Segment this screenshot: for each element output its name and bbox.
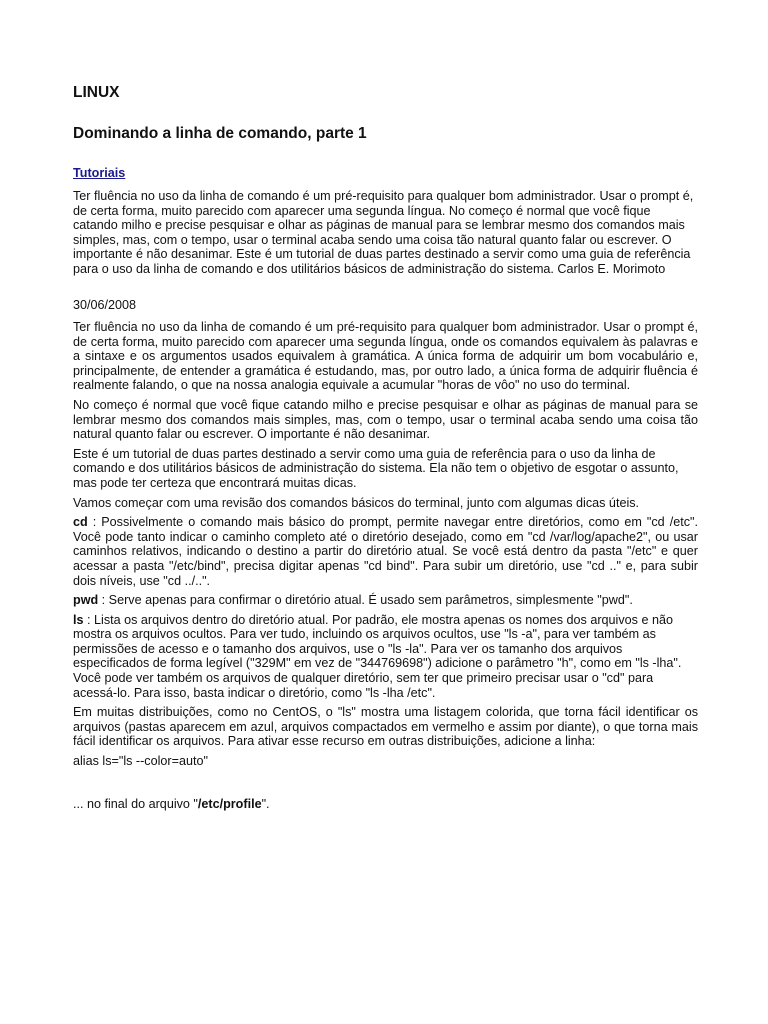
- article-body: [73, 320, 698, 816]
- file-path: /etc/profile: [197, 796, 262, 811]
- final-prefix: ... no final do arquivo ": [73, 796, 198, 811]
- article-date: 30/06/2008: [73, 298, 137, 312]
- paragraph-basics: Vamos começar com uma revisão dos comandos básicos do terminal, junto com algumas dicas úteis.: [73, 495, 640, 510]
- paragraph-final: [73, 797, 698, 812]
- command-example: alias ls="ls --color=auto": [73, 754, 208, 769]
- paragraph-cd: [73, 515, 698, 588]
- paragraph-beginning: No começo é normal que você fique catando milho e precise pesquisar e olhar as páginas de manual para se lembrar mesmo dos comandos mais simples, mas, com o tempo, usar o terminal acaba sendo uma coisa tão natural quanto falar ou escrever. O importante é não desanimar.: [73, 397, 698, 442]
- section-heading: LINUX: [73, 84, 120, 101]
- command-desc-ls: : Lista os arquivos dentro do diretório atual. Por padrão, ele mostra apenas os nomes dos arquivos e não mostra os arquivos ocultos. Para ver tudo, incluindo os arquivos ocultos, use "ls -a", para ver também as permissões de acesso e o tamanho dos arquivos, use o "ls -la". Para ver os tamanho dos arquivos especificados de forma legível ("329M" em vez de "344769698") adicione o parâmetro "h", como em "ls -lha". Você pode ver também os arquivos de qualquer diretório, sem ter que primeiro precisar usar o "cd" para acessá-lo. Para isso, basta indicar o diretório, como "ls -lha /etc".: [73, 612, 682, 700]
- paragraph-pwd: [73, 593, 698, 608]
- command-term-pwd: pwd: [73, 593, 99, 608]
- article-summary: Ter fluência no uso da linha de comando é um pré-requisito para qualquer bom administrador. Usar o prompt é, de certa forma, muito parecido com aparecer uma segunda língua. No começo é normal que você fique catando milho e precise pesquisar e olhar as páginas de manual para se lembrar mesmo dos comandos mais simples, mas, com o tempo, usar o terminal acaba sendo uma coisa tão natural quanto falar ou escrever. O importante é não desanimar. Este é um tutorial de duas partes destinado a servir como uma guia de referência para o uso da linha de comando e dos utilitários básicos de administração do sistema. Carlos E. Morimoto: [73, 189, 694, 276]
- command-desc-cd: : Possivelmente o comando mais básico do prompt, permite navegar entre diretórios, como em "cd /etc". Você pode tanto indicar o caminho completo até o diretório desejado, como em "cd /var/log/apache2", ou usar caminhos relativos, indicando o destino a partir do diretório atual. Se você está dentro da pasta "/etc" e quer acessar a pasta "/etc/bind", precisa digitar apenas "cd bind". Para subir um diretório, use "cd .." e, para subir dois níveis, use "cd ../..".: [73, 515, 698, 588]
- paragraph-intro: Ter fluência no uso da linha de comando é um pré-requisito para qualquer bom administrador. Usar o prompt é, de certa forma, muito parecido com aparecer uma segunda língua, onde os comandos equivalem às palavras e a sintaxe e os argumentos usados equivalem à gramática. A única forma de adquirir um bom vocabulário e, principalmente, de entender a gramática é estudando, mas, por outro lado, a única forma de adquirir fluência é realmente falando, o que na nossa analogia equivale a acumular "horas de vôo" no uso do terminal.: [73, 320, 698, 393]
- paragraph-ls: [73, 613, 698, 701]
- category-link[interactable]: Tutoriais: [73, 166, 126, 180]
- final-suffix: ".: [261, 796, 270, 811]
- command-term-cd: cd: [73, 515, 88, 530]
- article-title: Dominando a linha de comando, parte 1: [73, 125, 367, 142]
- paragraph-colors: Em muitas distribuições, como no CentOS, o "ls" mostra uma listagem colorida, que torna fácil identificar os arquivos (pastas aparecem em azul, arquivos compactados em vermelho e assim por diante), o que torna mais fácil identificar os arquivos. Para ativar esse recurso em outras distribuições, adicione a linha:: [73, 705, 698, 749]
- paragraph-tutorial-scope: Este é um tutorial de duas partes destinado a servir como uma guia de referência para o uso da linha de comando e dos utilitários básicos de administração do sistema. Ela não tem o objetivo de esgotar o assunto, mas pode ter certeza que encontrará muitas dicas.: [73, 446, 679, 490]
- command-term-ls: ls: [73, 612, 84, 627]
- command-desc-pwd: : Serve apenas para confirmar o diretório atual. É usado sem parâmetros, simplesmente "pwd".: [98, 593, 633, 608]
